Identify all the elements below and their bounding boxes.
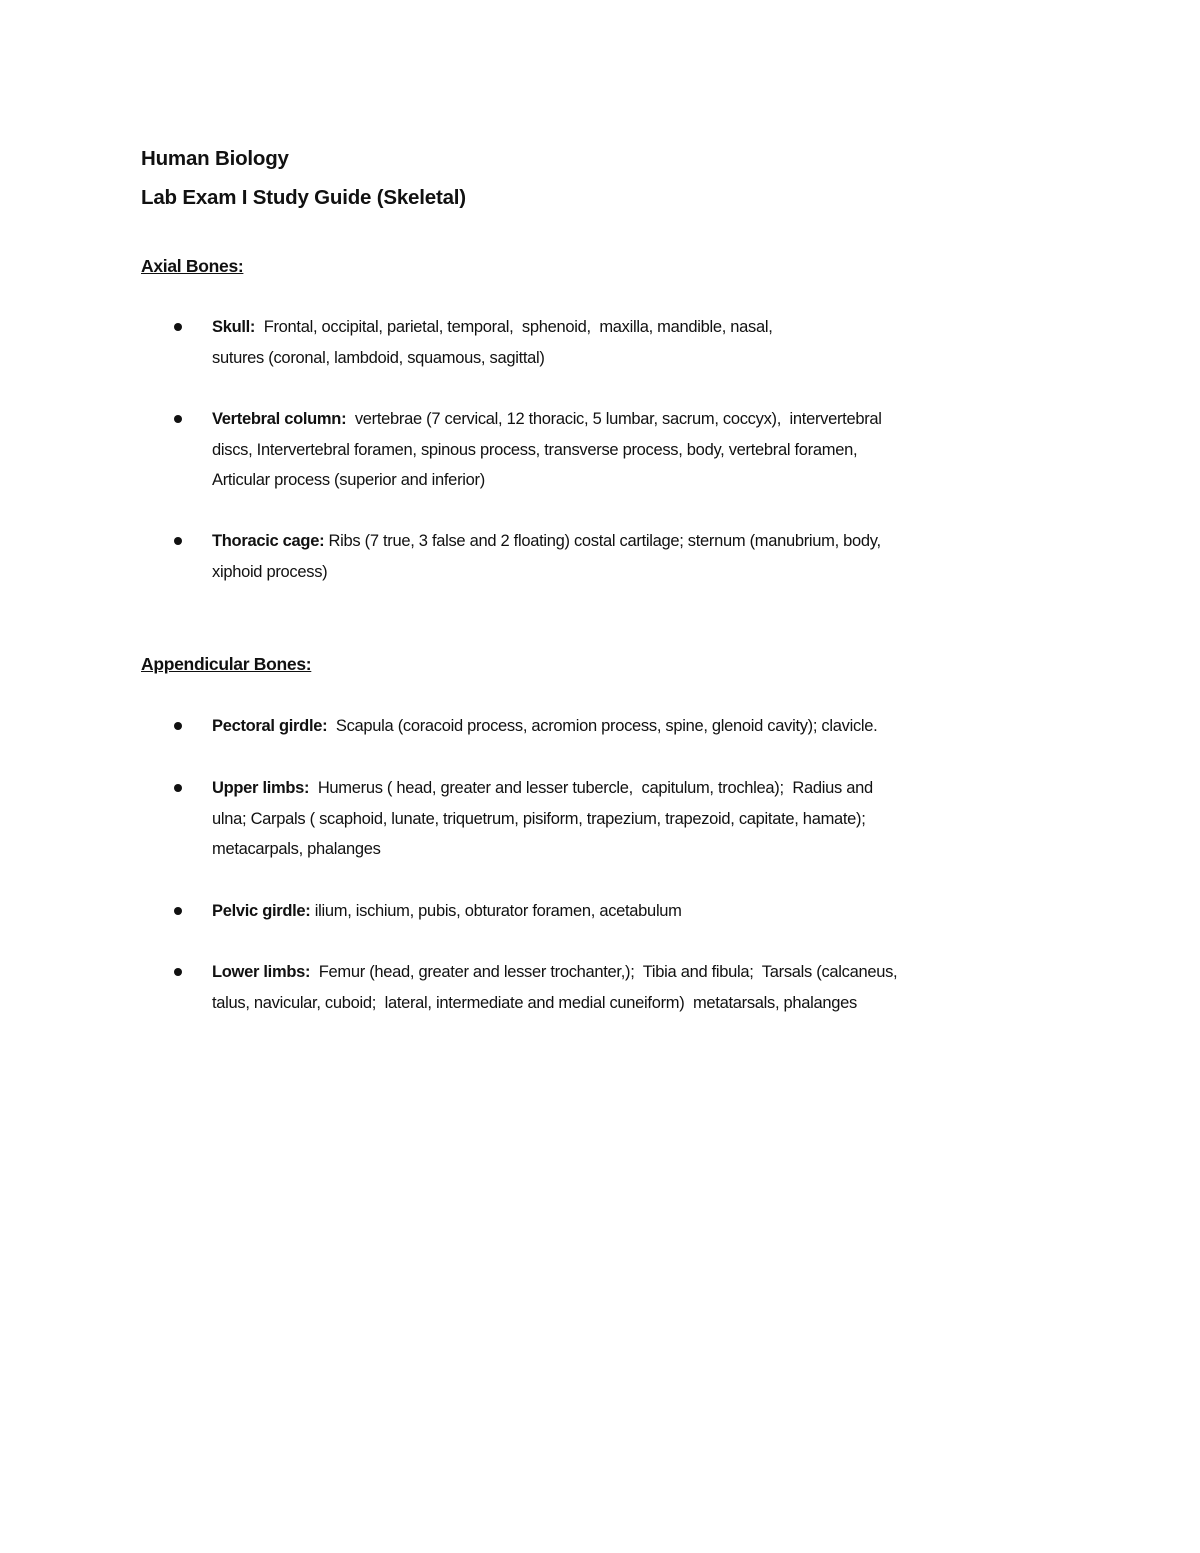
item-label: Lower limbs: <box>212 963 311 981</box>
list-item-lower-limbs <box>212 962 897 982</box>
item-text: Humerus ( head, greater and lesser tubercle, capitulum, trochlea); Radius and <box>309 779 873 797</box>
item-text: Scapula (coracoid process, acromion process, spine, glenoid cavity); clavicle. <box>327 717 878 735</box>
bullet-icon <box>174 784 182 792</box>
list-item-thoracic-cage <box>212 531 881 551</box>
doc-subtitle: Lab Exam I Study Guide (Skeletal) <box>141 186 466 209</box>
bullet-icon <box>174 415 182 423</box>
section-heading-appendicular: Appendicular Bones: <box>141 654 312 674</box>
bullet-icon <box>174 968 182 976</box>
item-text: talus, navicular, cuboid; lateral, intermediate and medial cuneiform) metatarsals, phalanges <box>212 994 857 1012</box>
bullet-icon <box>174 907 182 915</box>
item-text: Ribs (7 true, 3 false and 2 floating) costal cartilage; sternum (manubrium, body, <box>324 532 881 550</box>
item-text: ilium, ischium, pubis, obturator foramen, acetabulum <box>310 902 682 920</box>
item-text: ulna; Carpals ( scaphoid, lunate, triquetrum, pisiform, trapezium, trapezoid, capitate, hamate); <box>212 810 866 828</box>
item-label: Pectoral girdle: <box>212 717 328 735</box>
item-label: Pelvic girdle: <box>212 902 311 920</box>
item-text: discs, Intervertebral foramen, spinous process, transverse process, body, vertebral foramen, <box>212 441 858 459</box>
list-item-pelvic-girdle <box>212 901 682 921</box>
list-item-pectoral-girdle <box>212 716 877 736</box>
list-item-skull <box>212 317 773 337</box>
bullet-icon <box>174 537 182 545</box>
item-text: sutures (coronal, lambdoid, squamous, sagittal) <box>212 349 545 367</box>
item-label: Thoracic cage: <box>212 532 325 550</box>
section-heading-axial: Axial Bones: <box>141 256 244 276</box>
item-text: xiphoid process) <box>212 563 328 581</box>
item-text: Articular process (superior and inferior) <box>212 471 485 489</box>
list-item-upper-limbs <box>212 778 873 798</box>
item-label: Upper limbs: <box>212 779 310 797</box>
item-text: Frontal, occipital, parietal, temporal, sphenoid, maxilla, mandible, nasal, <box>255 318 773 336</box>
item-label: Skull: <box>212 318 256 336</box>
bullet-icon <box>174 722 182 730</box>
list-item-vertebral-column <box>212 409 882 429</box>
bullet-icon <box>174 323 182 331</box>
item-text: Femur (head, greater and lesser trochanter,); Tibia and fibula; Tarsals (calcaneus, <box>310 963 898 981</box>
doc-title: Human Biology <box>141 147 289 170</box>
item-text: vertebrae (7 cervical, 12 thoracic, 5 lumbar, sacrum, coccyx), intervertebral <box>346 410 882 428</box>
item-text: metacarpals, phalanges <box>212 840 381 858</box>
item-label: Vertebral column: <box>212 410 347 428</box>
